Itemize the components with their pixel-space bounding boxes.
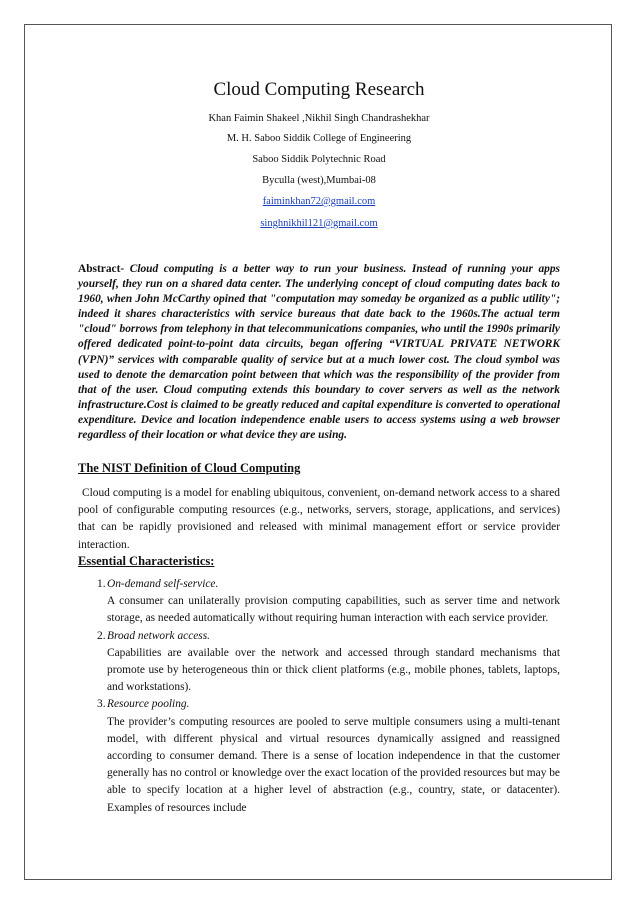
list-item-title: On-demand self-service. [107, 578, 219, 590]
list-item [78, 628, 560, 697]
abstract-text: Cloud computing is a better way to run your business. Instead of running your apps yourself, they run on a shared data center. The underlying concept of cloud computing dates back to 1960, when John McCarthy opined that "computation may someday be organized as a public utility"; indeed it shares characteristics with service bureaus that date back to the 1960s.The actual term "cloud" borrows from telephony in that telecommunications companies, who until the 1990s primarily offered dedicated point-to-point data circuits, began offering “VIRTUAL PRIVATE NETWORK (VPN)” services with comparable quality of service but at a much lower cost. The cloud symbol was used to denote the demarcation point between that which was the responsibility of the provider from that of the user. Cloud computing extends this boundary to cover servers as well as the network infrastructure.Cost is claimed to be greatly reduced and capital expenditure is converted to operational expenditure. Device and location independence enable users to access systems using a web browser regardless of their location or what device they are using. [78, 263, 560, 442]
affiliation-city: Byculla (west),Mumbai-08 [262, 175, 376, 186]
affiliation-college: M. H. Saboo Siddik College of Engineering [226, 133, 412, 144]
list-item-number: 3. [97, 698, 106, 711]
email-link-2[interactable]: singhnikhil121@gmail.com [260, 218, 378, 229]
abstract-label: Abstract- [78, 263, 125, 275]
list-item-title: Broad network access. [107, 629, 211, 642]
affiliation-road: Saboo Siddik Polytechnic Road [252, 154, 386, 165]
characteristics-list [78, 576, 560, 817]
list-item-text: Capabilities are available over the network and accessed through standard mechanisms that promote use by heterogeneous thin or thick client platforms (e.g., mobile phones, tablets, laptops, and workstations). [107, 646, 560, 694]
essential-heading: Essential Characteristics: [78, 554, 215, 568]
list-item-number: 2. [97, 629, 106, 642]
abstract [78, 262, 560, 443]
list-item [78, 576, 560, 628]
nist-heading: The NIST Definition of Cloud Computing [78, 461, 301, 475]
list-item-text: The provider’s computing resources are pooled to serve multiple consumers using a multi-tenant model, with different physical and virtual resources dynamically assigned and reassigned according to consumer demand. There is a sense of location independence in that the customer generally has no control or knowledge over the exact location of the provided resources but may be able to specify location at a higher level of abstraction (e.g., country, state, or datacenter). Examples of resources include [107, 715, 560, 814]
authors: Khan Faimin Shakeel ,Nikhil Singh Chandrashekhar [208, 113, 430, 124]
list-item [78, 696, 560, 816]
paper-title: Cloud Computing Research [213, 79, 425, 100]
email-link-1[interactable]: faiminkhan72@gmail.com [262, 196, 376, 207]
list-item-number: 1. [97, 578, 106, 590]
list-item-title: Resource pooling. [107, 698, 190, 711]
list-item-text: A consumer can unilaterally provision computing capabilities, such as server time and network storage, as needed automatically without requiring human interaction with each service provider. [107, 595, 560, 625]
nist-paragraph: Cloud computing is a model for enabling ubiquitous, convenient, on-demand network access to a shared pool of configurable computing resources (e.g., networks, servers, storage, applications, and services) that can be rapidly provisioned and released with minimal management effort or service provider interaction. [78, 487, 560, 551]
